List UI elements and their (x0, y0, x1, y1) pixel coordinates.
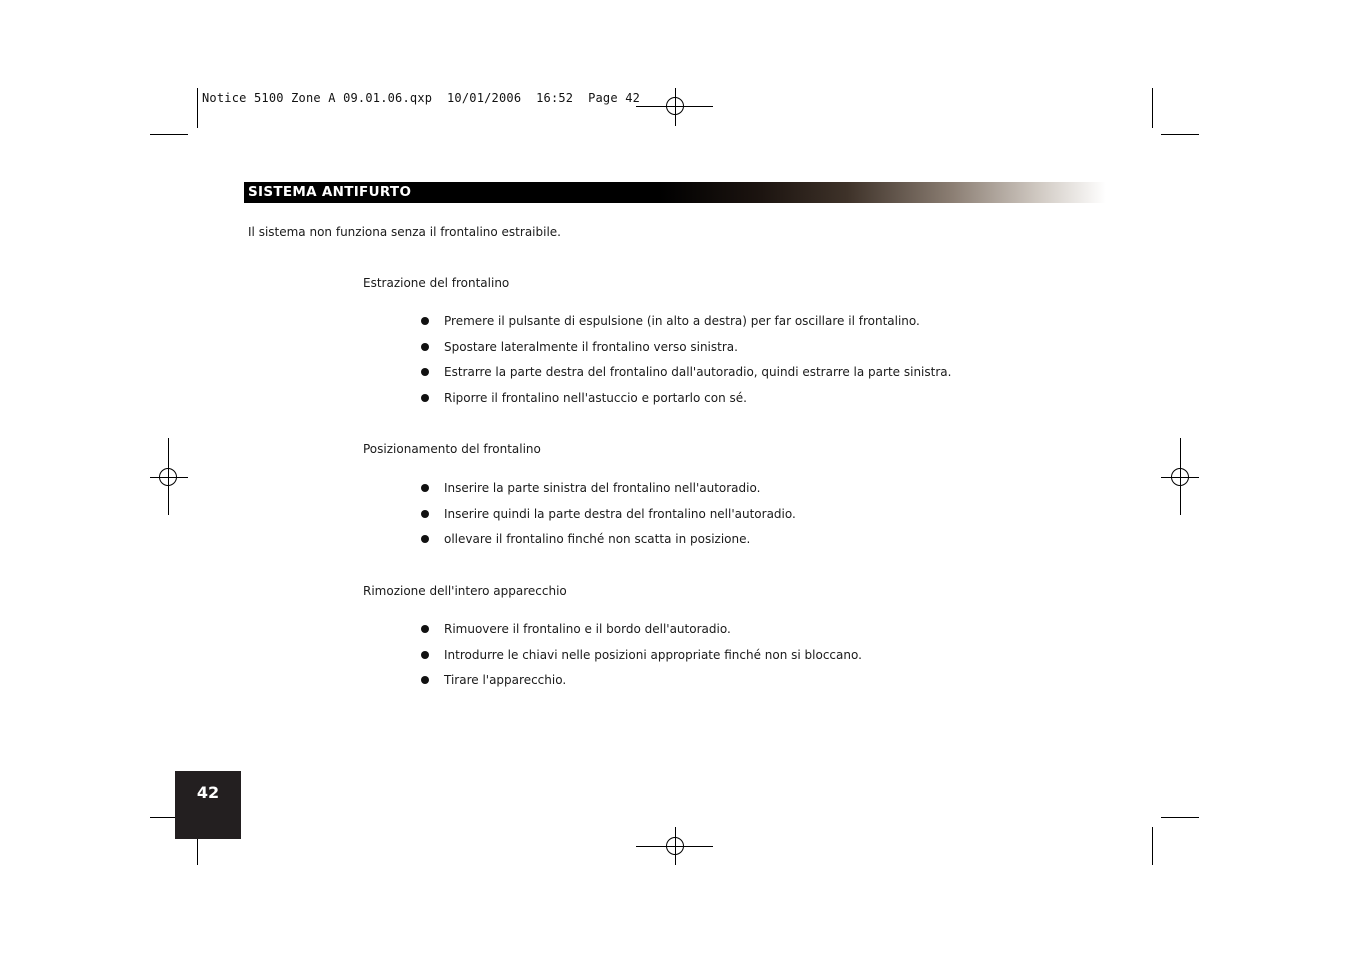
section-header-title: SISTEMA ANTIFURTO (248, 184, 412, 200)
bullet-icon (421, 343, 429, 351)
list-item: Inserire la parte sinistra del frontalino nell'autoradio. (420, 481, 796, 507)
list-item: Riporre il frontalino nell'astuccio e portarlo con sé. (420, 391, 951, 417)
print-slug: Notice 5100 Zone A 09.01.06.qxp 10/01/2006 16:52 Page 42 (202, 91, 641, 105)
crop-mark (1161, 134, 1199, 135)
crop-mark (1152, 827, 1153, 865)
bullet-icon (421, 651, 429, 659)
bullet-icon (421, 625, 429, 633)
list-item: Premere il pulsante di espulsione (in alto a destra) per far oscillare il frontalino. (420, 314, 951, 340)
bullet-icon (421, 368, 429, 376)
bullet-icon (421, 510, 429, 518)
list-item: Estrarre la parte destra del frontalino dall'autoradio, quindi estrarre la parte sinistra. (420, 365, 951, 391)
list-item: Introdurre le chiavi nelle posizioni appropriate finché non si bloccano. (420, 648, 862, 674)
bullet-icon (421, 535, 429, 543)
section-title-rimozione: Rimozione dell'intero apparecchio (363, 584, 567, 598)
bullet-list-posizionamento (420, 481, 796, 558)
page-number-box (175, 771, 241, 839)
section-title-posizionamento: Posizionamento del frontalino (363, 442, 541, 456)
crop-mark (150, 134, 188, 135)
list-item: Spostare lateralmente il frontalino verso sinistra. (420, 340, 951, 366)
list-item: Rimuovere il frontalino e il bordo dell'autoradio. (420, 622, 862, 648)
bullet-icon (421, 394, 429, 402)
bullet-list-estrazione (420, 314, 951, 417)
crop-mark (197, 88, 198, 128)
crop-mark (1152, 88, 1153, 128)
bullet-icon (421, 484, 429, 492)
bullet-list-rimozione (420, 622, 862, 699)
section-title-estrazione: Estrazione del frontalino (363, 276, 510, 290)
page-number: 42 (196, 783, 220, 802)
list-item: ollevare il frontalino finché non scatta in posizione. (420, 532, 796, 558)
intro-text: Il sistema non funziona senza il frontalino estraibile. (248, 225, 561, 239)
list-item: Inserire quindi la parte destra del frontalino nell'autoradio. (420, 507, 796, 533)
crop-mark (1161, 817, 1199, 818)
list-item: Tirare l'apparecchio. (420, 673, 862, 699)
bullet-icon (421, 676, 429, 684)
bullet-icon (421, 317, 429, 325)
